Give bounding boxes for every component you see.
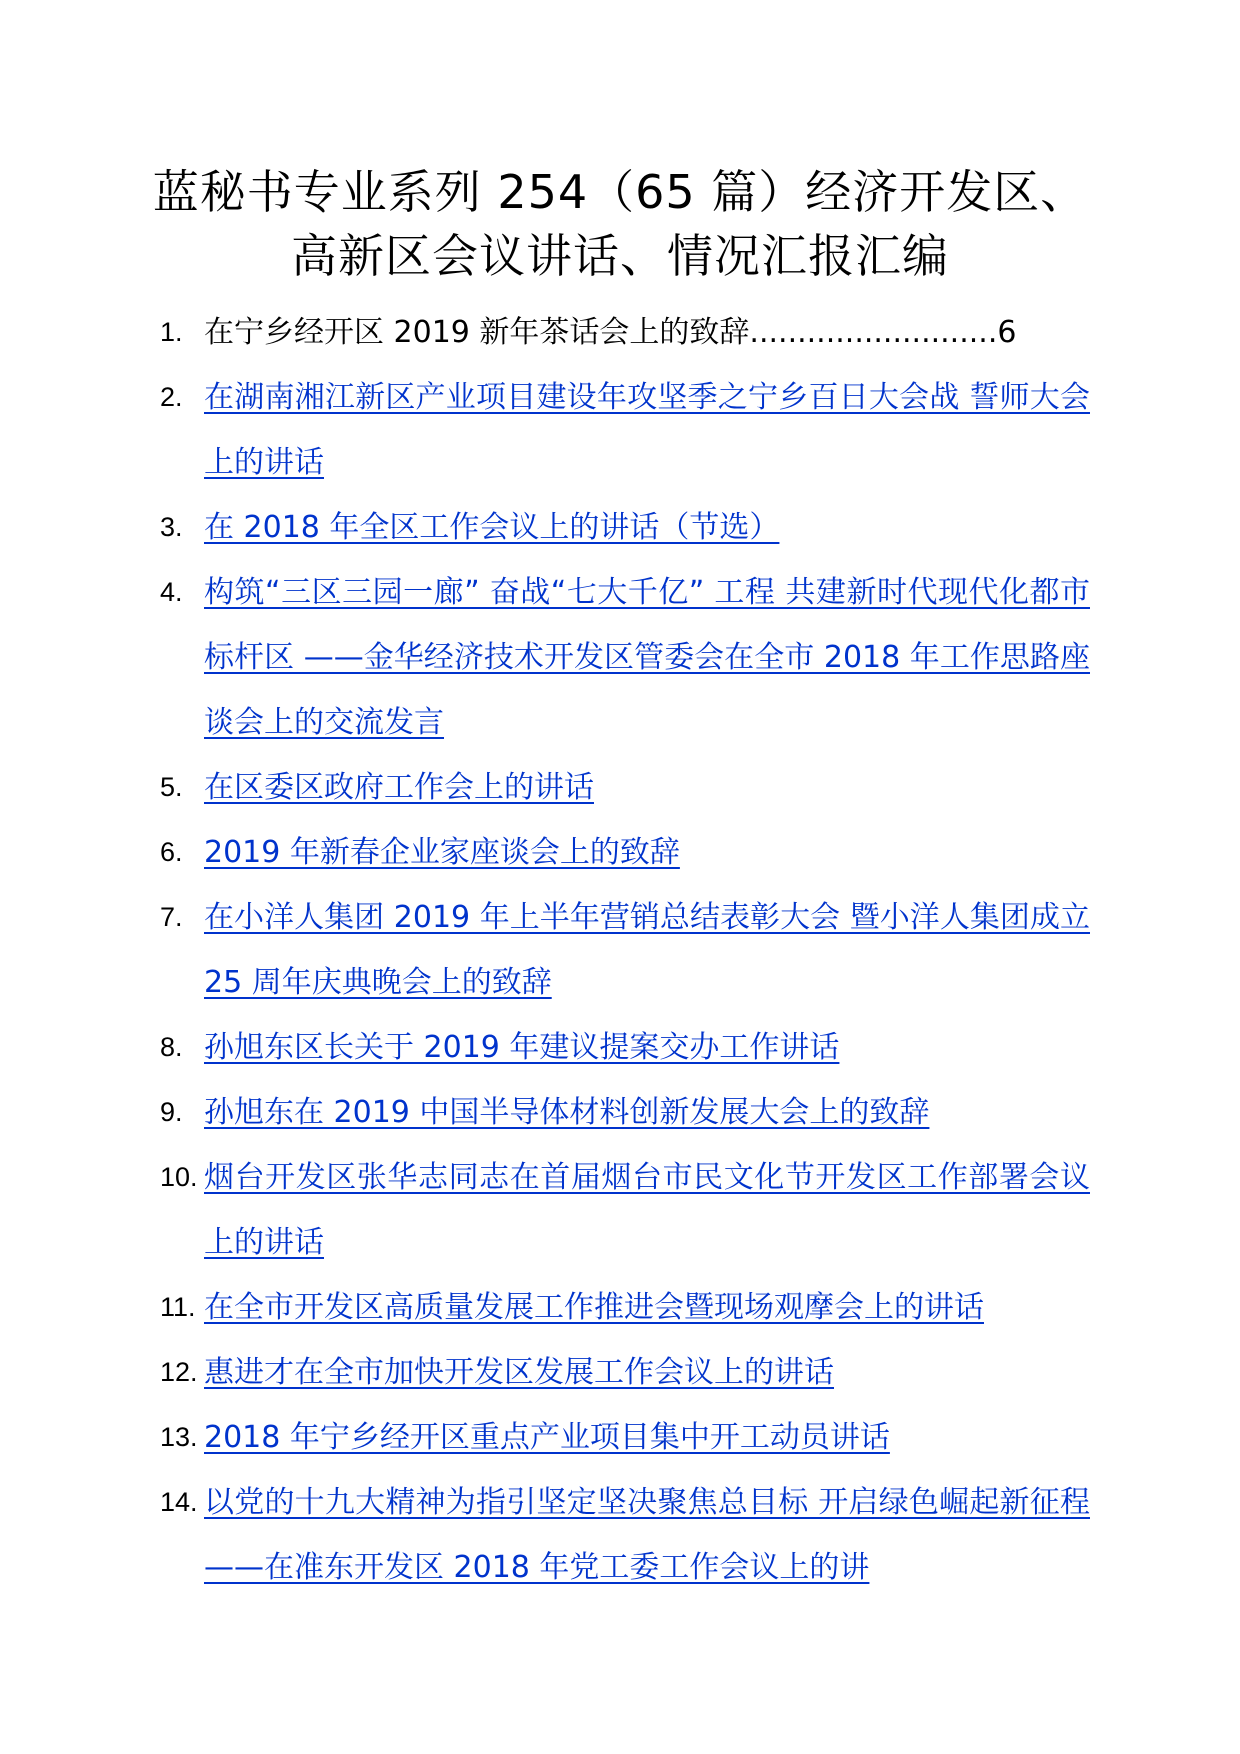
toc-item: [160, 1275, 1090, 1340]
toc-item-number: 2.: [160, 382, 183, 412]
toc-item-link[interactable]: 孙旭东区长关于 2019 年建议提案交办工作讲话: [204, 1030, 840, 1065]
toc-item: [160, 820, 1090, 885]
table-of-contents: [160, 300, 1090, 1600]
toc-item: [160, 560, 1090, 755]
toc-item-number: 7.: [160, 902, 183, 932]
toc-item-number: 10.: [160, 1162, 198, 1192]
toc-item-link[interactable]: 2018 年宁乡经开区重点产业项目集中开工动员讲话: [204, 1420, 890, 1455]
toc-item-link[interactable]: 在小洋人集团 2019 年上半年营销总结表彰大会 暨小洋人集团成立 25 周年庆典晚会上的致辞: [204, 900, 1090, 1000]
toc-item-link[interactable]: 2019 年新春企业家座谈会上的致辞: [204, 835, 680, 870]
toc-item-link[interactable]: 在全市开发区高质量发展工作推进会暨现场观摩会上的讲话: [204, 1290, 984, 1325]
toc-item: [160, 1405, 1090, 1470]
toc-item-number: 4.: [160, 577, 183, 607]
toc-item-number: 3.: [160, 512, 183, 542]
toc-item-number: 1.: [160, 317, 183, 347]
toc-item-link[interactable]: 以党的十九大精神为指引坚定坚决聚焦总目标 开启绿色崛起新征程 ——在准东开发区 2018 年党工委工作会议上的讲: [204, 1485, 1090, 1585]
toc-item: [160, 1340, 1090, 1405]
toc-item-text: 在宁乡经开区 2019 新年茶话会上的致辞..........................6: [204, 315, 1017, 350]
toc-item: [160, 1015, 1090, 1080]
toc-item-link[interactable]: 在湖南湘江新区产业项目建设年攻坚季之宁乡百日大会战 誓师大会上的讲话: [204, 380, 1090, 480]
toc-item-number: 12.: [160, 1357, 198, 1387]
toc-item: [160, 300, 1090, 365]
toc-item: [160, 495, 1090, 560]
toc-item-number: 9.: [160, 1097, 183, 1127]
toc-item: [160, 1080, 1090, 1145]
toc-item: [160, 365, 1090, 495]
toc-item-number: 8.: [160, 1032, 183, 1062]
toc-item: [160, 885, 1090, 1015]
toc-item-number: 11.: [160, 1292, 196, 1322]
toc-item-number: 13.: [160, 1422, 198, 1452]
toc-item-link[interactable]: 惠进才在全市加快开发区发展工作会议上的讲话: [204, 1355, 834, 1390]
toc-item-link[interactable]: 在区委区政府工作会上的讲话: [204, 770, 594, 805]
toc-item: [160, 1145, 1090, 1275]
toc-item-number: 6.: [160, 837, 183, 867]
toc-item-link[interactable]: 孙旭东在 2019 中国半导体材料创新发展大会上的致辞: [204, 1095, 930, 1130]
title-line-1: 蓝秘书专业系列 254（65 篇）经济开发区、: [152, 165, 1088, 219]
toc-item-number: 5.: [160, 772, 183, 802]
toc-item: [160, 755, 1090, 820]
toc-item: [160, 1470, 1090, 1600]
toc-item-link[interactable]: 在 2018 年全区工作会议上的讲话（节选）: [204, 510, 780, 545]
toc-item-link[interactable]: 烟台开发区张华志同志在首届烟台市民文化节开发区工作部署会议上的讲话: [204, 1160, 1090, 1260]
document-title: [100, 160, 1140, 288]
title-line-2: 高新区会议讲话、情况汇报汇编: [291, 229, 949, 283]
toc-item-number: 14.: [160, 1487, 198, 1517]
toc-item-link[interactable]: 构筑“三区三园一廊” 奋战“七大千亿” 工程 共建新时代现代化都市标杆区 ——金华经济技术开发区管委会在全市 2018 年工作思路座谈会上的交流发言: [204, 575, 1090, 740]
